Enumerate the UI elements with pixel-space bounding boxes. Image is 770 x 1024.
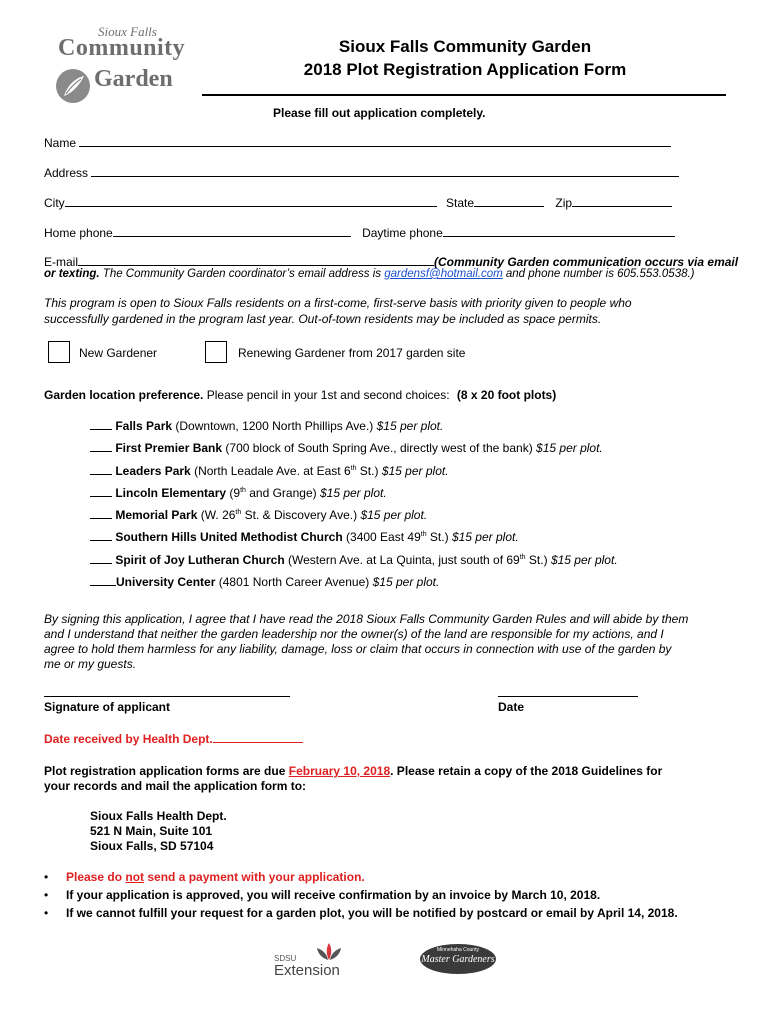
bullet-dot: •	[44, 888, 49, 902]
due-line1	[44, 764, 662, 778]
plot-choice-3	[90, 463, 449, 478]
home-phone-field[interactable]	[113, 225, 351, 237]
plot-name: Leaders Park	[115, 464, 191, 478]
city-row	[44, 195, 672, 210]
received-field[interactable]	[213, 731, 303, 743]
agreement-line4: me or my guests.	[44, 657, 137, 671]
plot-desc-end: and Grange)	[245, 486, 317, 500]
plot-desc-end: St. & Discovery Ave.)	[241, 508, 358, 522]
plot-desc-end: St.)	[356, 464, 379, 478]
signature-line[interactable]	[44, 696, 290, 697]
agreement-line2: and I understand that neither the garden leadership nor the owner(s) of the land are responsible for my actions, and I	[44, 627, 664, 641]
plot-desc-end: St.)	[426, 530, 449, 544]
plot-name: Lincoln Elementary	[115, 486, 227, 500]
ordinal-suffix: th	[350, 465, 357, 472]
program-note-line2: successfully gardened in the program last year. Out-of-town residents may be included as space permits.	[44, 312, 602, 326]
plot-desc: (700 block of South Spring Ave., directly west of the bank)	[225, 441, 533, 455]
email-field[interactable]	[78, 254, 434, 266]
mail-address-line2: 521 N Main, Suite 101	[90, 824, 213, 838]
plot-name: University Center	[116, 575, 216, 589]
master-gardeners-logo	[420, 944, 496, 974]
name-row	[44, 135, 671, 150]
email-note-part2: or texting.	[44, 268, 100, 280]
plot-price: $15 per plot.	[451, 530, 519, 544]
plot-desc: (North Leadale Ave. at East 6	[194, 464, 351, 478]
master-gardeners-top: Minnehaha County	[437, 947, 479, 953]
plot-name: Memorial Park	[115, 508, 198, 522]
instruction-text: Please fill out application completely.	[273, 106, 486, 120]
state-label: State	[446, 196, 475, 210]
location-label: Garden location preference.	[44, 388, 204, 402]
due-date: February 10, 2018	[288, 764, 391, 778]
plot-desc: (9	[229, 486, 241, 500]
program-note-line1: This program is open to Sioux Falls residents on a first-come, first-serve basis with priority given to people who	[44, 296, 632, 310]
address-label: Address	[44, 166, 89, 180]
plot-desc: (W. 26	[200, 508, 236, 522]
plot-choice-blank[interactable]	[90, 485, 112, 497]
master-gardeners-text: Master Gardeners	[421, 954, 495, 965]
plot-name: Falls Park	[115, 419, 173, 433]
bullet-text-end: send a payment with your application.	[147, 870, 365, 884]
logo-line2: Garden	[94, 66, 173, 92]
agreement-line3: agree to hold them harmless for any liability, damage, loss or claim that occurs in connection with use of the garden by	[44, 642, 672, 656]
plot-choice-blank[interactable]	[90, 529, 112, 541]
logo-line1: Community	[58, 35, 186, 61]
city-field[interactable]	[65, 195, 437, 207]
plot-choice-6	[90, 529, 519, 544]
agreement-line1: By signing this application, I agree that I have read the 2018 Sioux Falls Community Garden Rules and will abide by them	[44, 612, 689, 626]
home-phone-label: Home phone	[44, 226, 113, 240]
plot-choice-8	[90, 574, 439, 589]
zip-label: Zip	[555, 196, 573, 210]
email-note-part3: The Community Garden coordinator’s email address is	[102, 268, 382, 280]
plot-price: $15 per plot.	[372, 575, 440, 589]
received-label: Date received by Health Dept.	[44, 732, 213, 746]
bullet-dot: •	[44, 906, 49, 920]
date-label: Date	[498, 700, 525, 714]
address-field[interactable]	[91, 165, 679, 177]
plot-choice-blank[interactable]	[90, 418, 112, 430]
plot-size: (8 x 20 foot plots)	[456, 388, 557, 402]
plot-name: Spirit of Joy Lutheran Church	[115, 553, 285, 567]
ordinal-suffix: th	[235, 509, 242, 516]
name-label: Name	[44, 136, 77, 150]
plot-choice-blank[interactable]	[90, 440, 112, 452]
plot-price: $15 per plot.	[319, 486, 387, 500]
plot-name: Southern Hills United Methodist Church	[115, 530, 343, 544]
signature-label: Signature of applicant	[44, 700, 171, 714]
state-field[interactable]	[474, 195, 544, 207]
plot-choice-blank[interactable]	[90, 463, 112, 475]
plot-choice-4	[90, 485, 387, 500]
bullet-approval	[44, 888, 600, 902]
sdsu-text: SDSU	[274, 954, 297, 963]
bullet-text: If your application is approved, you will receive confirmation by an invoice by March 10, 2018.	[66, 888, 601, 902]
title-rule	[202, 94, 726, 96]
bullet-emphasis: not	[125, 870, 145, 884]
plot-price: $15 per plot.	[550, 553, 618, 567]
renewing-gardener-label: Renewing Gardener from 2017 garden site	[238, 346, 466, 360]
logo-top-text: Sioux Falls	[98, 24, 157, 39]
date-line[interactable]	[498, 696, 638, 697]
plot-choice-blank[interactable]	[90, 552, 112, 564]
bullet-dot: •	[44, 870, 49, 884]
community-garden-logo	[50, 22, 190, 106]
email-note-row	[44, 268, 695, 280]
plot-desc: (3400 East 49	[346, 530, 421, 544]
plot-price: $15 per plot.	[536, 441, 603, 455]
plot-choice-blank[interactable]	[90, 507, 112, 519]
plot-price: $15 per plot.	[381, 464, 449, 478]
name-field[interactable]	[79, 135, 671, 147]
new-gardener-checkbox[interactable]	[48, 341, 70, 363]
daytime-phone-field[interactable]	[443, 225, 675, 237]
bullet-text: Please do	[66, 870, 123, 884]
plot-choice-7	[90, 552, 618, 567]
extension-text: Extension	[274, 962, 340, 979]
phone-row	[44, 225, 675, 240]
email-note-part1: (Community Garden communication occurs via email	[434, 255, 739, 269]
location-instruction: Please pencil in your 1st and second choices:	[206, 388, 450, 402]
email-note-part4: and phone number is 605.553.0538.)	[505, 268, 695, 280]
received-row	[44, 731, 303, 746]
address-row	[44, 165, 679, 180]
due-text: Plot registration application forms are due	[44, 764, 286, 778]
zip-field[interactable]	[572, 195, 672, 207]
coordinator-email-link[interactable]: gardensf@hotmail.com	[384, 268, 503, 280]
daytime-phone-label: Daytime phone	[362, 226, 443, 240]
email-row	[44, 254, 738, 269]
ordinal-suffix: th	[240, 487, 246, 494]
bullet-payment	[44, 870, 365, 884]
plot-desc: (Downtown, 1200 North Phillips Ave.)	[175, 419, 374, 433]
form-title-line2: 2018 Plot Registration Application Form	[303, 60, 627, 79]
ordinal-suffix: th	[519, 554, 526, 561]
location-row	[44, 388, 556, 402]
bullet-text: If we cannot fulfill your request for a garden plot, you will be notified by postcard or email by April 14, 2018.	[66, 906, 678, 920]
new-gardener-label: New Gardener	[79, 346, 158, 360]
plot-desc-end: St.)	[525, 553, 548, 567]
mail-address-line1: Sioux Falls Health Dept.	[90, 809, 227, 823]
form-title-line1: Sioux Falls Community Garden	[338, 37, 592, 56]
plot-choice-1	[90, 418, 443, 433]
ordinal-suffix: th	[420, 531, 427, 538]
plot-choice-2	[90, 440, 603, 455]
email-label: E-mail	[44, 255, 79, 269]
plot-desc: (4801 North Career Avenue)	[218, 575, 370, 589]
bullet-notification	[44, 906, 678, 920]
due-line2: your records and mail the application form to:	[44, 779, 307, 793]
sdsu-extension-logo	[272, 942, 352, 982]
plot-price: $15 per plot.	[376, 419, 444, 433]
plot-choice-5	[90, 507, 427, 522]
due-text-end: . Please retain a copy of the 2018 Guidelines for	[390, 764, 663, 778]
plot-desc: (Western Ave. at La Quinta, just south of 69	[288, 553, 520, 567]
plot-choice-blank[interactable]	[90, 574, 116, 586]
plot-name: First Premier Bank	[115, 441, 223, 455]
plot-price: $15 per plot.	[360, 508, 428, 522]
city-label: City	[44, 196, 65, 210]
renewing-gardener-checkbox[interactable]	[205, 341, 227, 363]
mail-address-line3: Sioux Falls, SD 57104	[90, 839, 214, 853]
leaf-icon	[54, 66, 92, 106]
flower-icon	[316, 942, 342, 962]
